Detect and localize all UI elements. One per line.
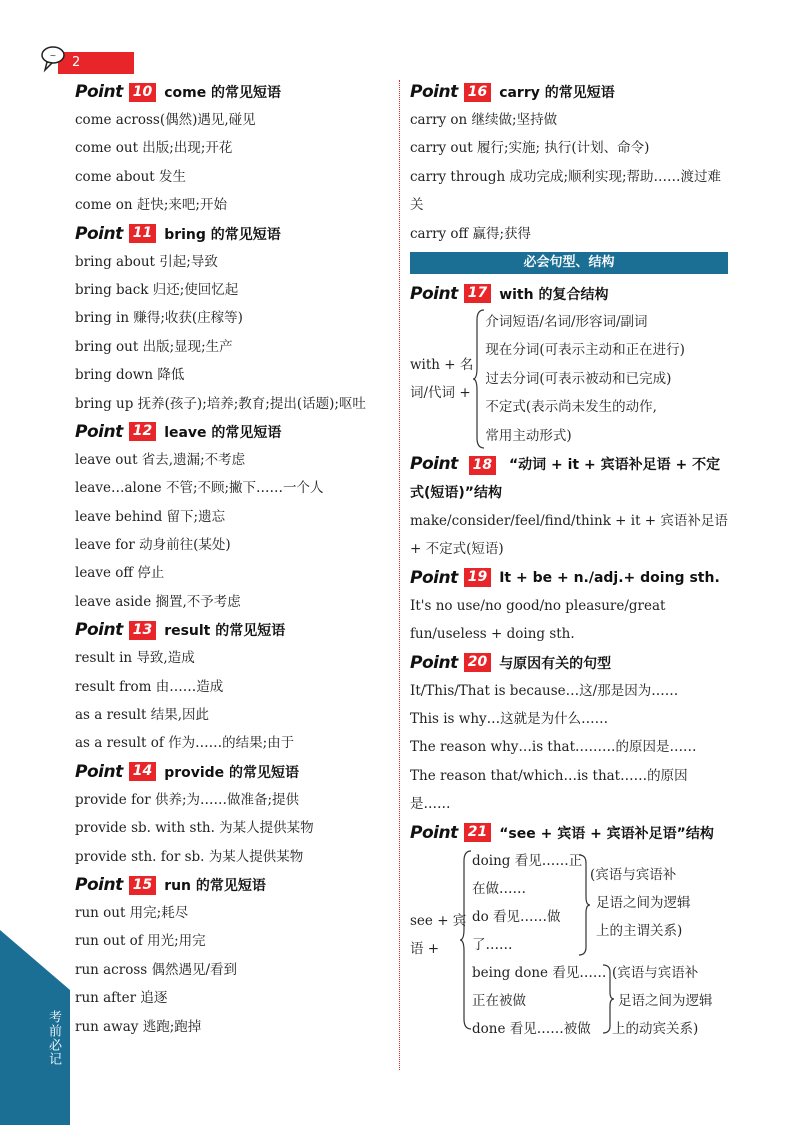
phrase-line: It/This/That is because…这/那是因为…… [410, 682, 679, 699]
phrase-line: leave off 停止 [75, 565, 165, 582]
with-items: 介词短语/名词/形容词/副词 现在分词(可表示主动和正在进行) 过去分词(可表示被动和已完成) 不定式(表示尚未发生的动作, 常用主动形式) [485, 313, 685, 444]
brace-icon [460, 849, 472, 1031]
phrase-line: run away 逃跑;跑掉 [75, 1018, 202, 1035]
phrase-line: leave aside 搁置,不予考虑 [75, 593, 241, 610]
phrase-line: come about 发生 [75, 168, 186, 185]
phrase-line: leave…alone 不管;不顾;撇下……一个人 [75, 480, 324, 497]
phrase-line: provide sb. with sth. 为某人提供某物 [75, 820, 314, 837]
phrase-line: run across 偶然遇见/看到 [75, 961, 238, 978]
speech-bubble-icon [40, 46, 66, 76]
point-header-17: Point 17 with 的复合结构 [410, 283, 609, 304]
page-number-badge [40, 46, 94, 76]
brace-icon [473, 308, 485, 450]
point-header-20: Point 20 与原因有关的句型 [410, 652, 612, 673]
phrase-line: The reason why…is that………的原因是…… [410, 739, 697, 756]
phrase-line: as a result 结果,因此 [75, 707, 209, 724]
section-heading: 必会句型、结构 [410, 252, 728, 274]
svg-text:~: ~ [49, 51, 57, 60]
phrase-line: The reason that/which…is that……的原因是…… [410, 767, 688, 813]
point-header-15: Point 15 run 的常见短语 [75, 875, 266, 895]
phrase-line: come across(偶然)遇见,碰见 [75, 112, 256, 128]
with-lead: with + 名 词/代词 + [410, 357, 474, 401]
see-structure-block: see + 宾 语 + doing 看见……正 在做…… do 看见……做 了…… (宾语与宾语补 足语之间为逻辑 上的主谓关系) being done 看见…… 正在被做 done 看见……被做 (宾语与宾语补 足语之间为逻辑 上的动宾关系) [410, 847, 728, 1035]
side-tab-label: 考前必记 [46, 1010, 61, 1066]
point-header-11: Point 11 bring 的常见短语 [75, 223, 281, 244]
right-column [410, 78, 728, 1035]
point-header-18: Point 18 “动词 + it + 宾语补足语 + 不定式(短语)”结构 [410, 454, 721, 502]
point-header-13: Point 13 result 的常见短语 [75, 620, 286, 641]
point-header-16: Point 16 carry 的常见短语 [410, 82, 615, 102]
phrase-line: provide sth. for sb. 为某人提供某物 [75, 848, 304, 865]
point-header-19: Point 19 It + be + n./adj.+ doing sth. [410, 567, 720, 588]
phrase-line: leave behind 留下;遗忘 [75, 508, 226, 525]
phrase-line: carry off 赢得;获得 [410, 225, 531, 242]
phrase-line: bring about 引起;导致 [75, 253, 218, 270]
phrase-line: bring back 归还;使回忆起 [75, 281, 239, 298]
phrase-line: run after 追逐 [75, 990, 168, 1007]
phrase-line: carry through 成功完成;顺利实现;帮助……渡过难关 [410, 168, 722, 214]
phrase-line: result from 由……造成 [75, 678, 224, 695]
column-divider [399, 80, 400, 1070]
point-header-14: Point 14 provide 的常见短语 [75, 761, 300, 782]
phrase-line: run out 用完;耗尽 [75, 905, 189, 921]
phrase-line: carry on 继续做;坚持做 [410, 112, 558, 128]
phrase-line: as a result of 作为……的结果;由于 [75, 735, 295, 752]
point-header-12: Point 12 leave 的常见短语 [75, 421, 282, 442]
phrase-line: leave for 动身前往(某处) [75, 537, 231, 554]
phrase-line: This is why…这就是为什么…… [410, 711, 609, 728]
phrase-line: come on 赶快;来吧;开始 [75, 197, 227, 214]
phrase-line: bring out 出版;显现;生产 [75, 338, 233, 355]
phrase-line: make/consider/feel/find/think + it + 宾语补足语 + 不定式(短语) [410, 513, 728, 558]
phrase-line: result in 导致,造成 [75, 650, 195, 667]
point-header-21: Point 21 “see + 宾语 + 宾语补足语”结构 [410, 822, 714, 843]
phrase-line: leave out 省去,遗漏;不考虑 [75, 451, 246, 468]
page-number: 2 [58, 52, 134, 74]
with-structure-block [410, 308, 728, 450]
phrase-line: run out of 用光;用完 [75, 933, 206, 950]
brace-icon [578, 853, 590, 957]
phrase-line: bring up 抚养(孩子);培养;教育;提出(话题);呕吐 [75, 395, 366, 412]
phrase-line: It's no use/no good/no pleasure/great fun/useless + doing sth. [410, 597, 666, 643]
point-header-10: Point 10 come 的常见短语 [75, 82, 282, 102]
phrase-line: bring down 降低 [75, 367, 185, 384]
phrase-line: bring in 赚得;收获(庄稼等) [75, 310, 243, 327]
phrase-line: carry out 履行;实施; 执行(计划、命令) [410, 140, 650, 157]
phrase-line: provide for 供养;为……做准备;提供 [75, 791, 300, 808]
phrase-line: come out 出版;出现;开花 [75, 140, 233, 157]
left-column [75, 78, 393, 1041]
